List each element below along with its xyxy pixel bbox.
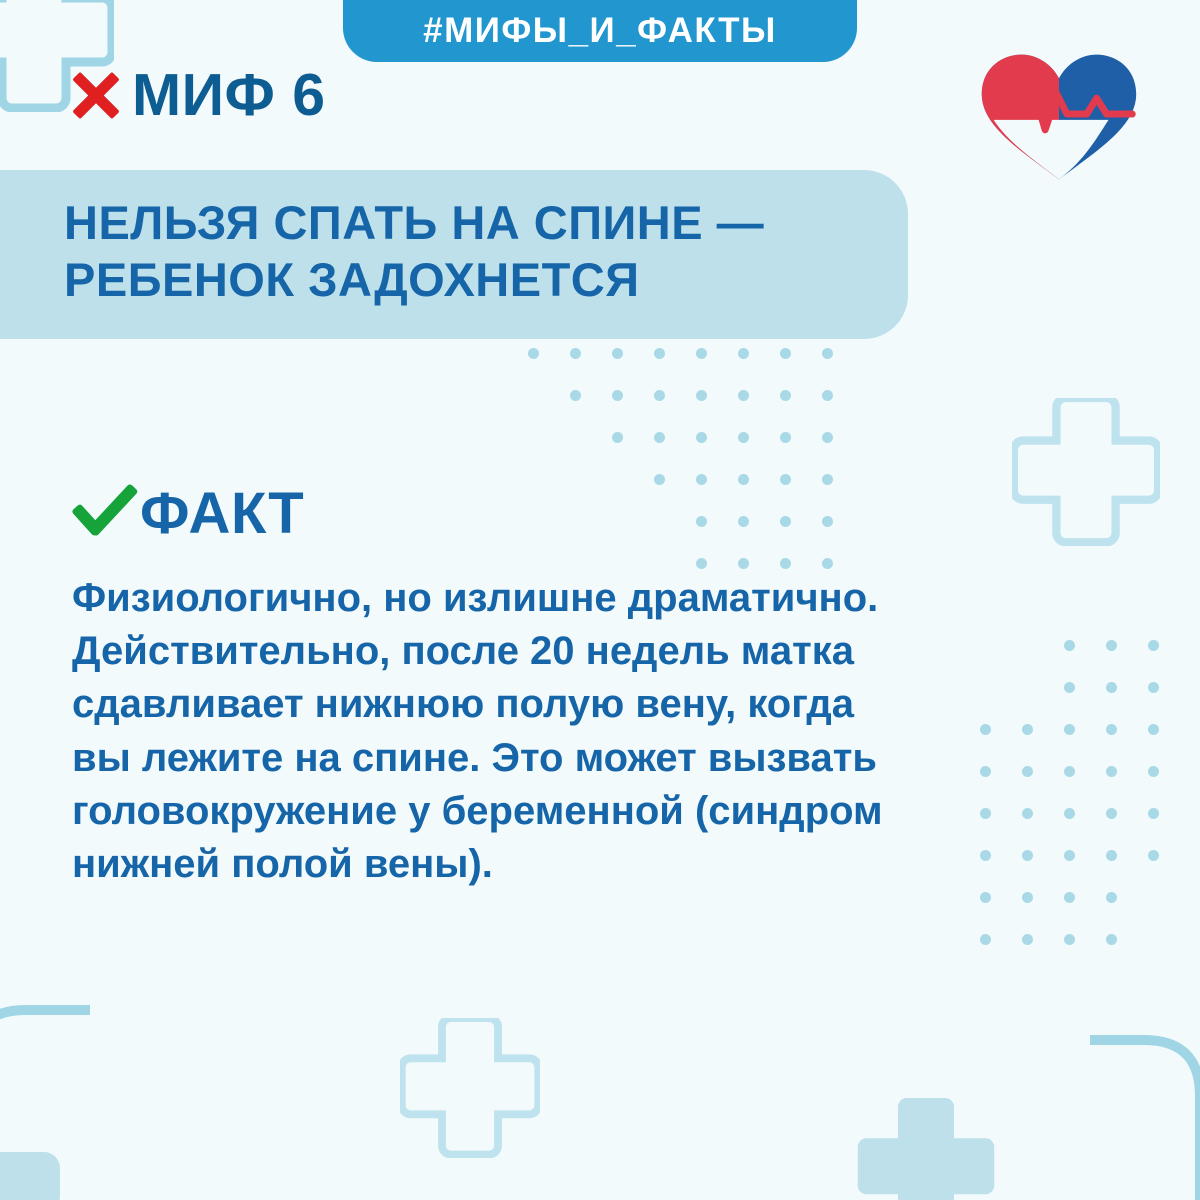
decorative-curve-bottom-right	[980, 1000, 1200, 1200]
decorative-curve-bottom-left	[0, 976, 210, 1200]
myth-heading	[62, 62, 326, 128]
cross-solid-icon-bottom	[856, 1098, 996, 1200]
myth-statement-band	[0, 170, 908, 339]
red-x-icon	[62, 62, 128, 128]
hashtag-text: #МИФЫ_И_ФАКТЫ	[423, 11, 777, 50]
heart-pulse-logo	[960, 38, 1158, 188]
fact-body	[72, 572, 892, 891]
fact-label: ФАКТ	[140, 481, 305, 546]
myth-label: МИФ 6	[132, 61, 326, 128]
myth-statement-text: НЕЛЬЗЯ СПАТЬ НА СПИНЕ — РЕБЕНОК ЗАДОХНЕТСЯ	[64, 196, 765, 307]
fact-text: Физиологично, но излишне драматично. Действительно, после 20 недель матка сдавливает нижнюю полую вену, когда вы лежите на спине. Это может вызвать головокружение у беременной (синдром нижней полой вены).	[72, 576, 883, 886]
green-check-icon	[66, 482, 140, 546]
hashtag-badge	[343, 0, 857, 62]
cross-outline-icon-bottom	[400, 1018, 540, 1158]
cross-outline-icon-right	[1012, 398, 1160, 546]
fact-heading	[66, 482, 304, 546]
